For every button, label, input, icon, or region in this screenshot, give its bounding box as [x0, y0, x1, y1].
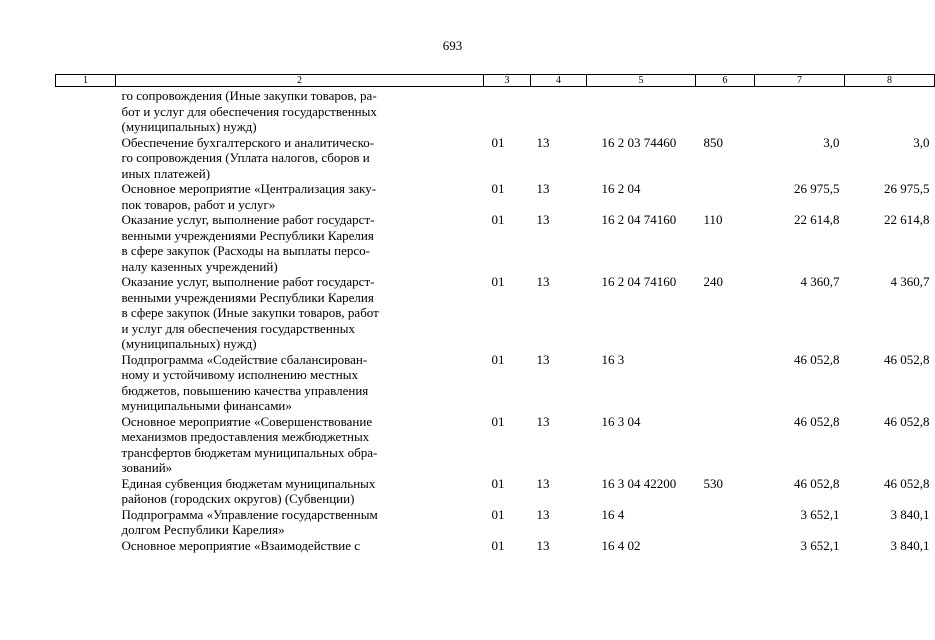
amount-year-2: 46 052,8: [884, 475, 930, 491]
amount-year-1: 46 052,8: [794, 475, 840, 491]
amount-year-1: 3 652,1: [800, 537, 840, 553]
section-code: 01: [491, 181, 505, 196]
amount-year-2: 3 840,1: [890, 506, 930, 522]
target-article-code: 16 4: [601, 506, 625, 522]
amount-year-1: 3,0: [823, 134, 840, 150]
expense-type-code: 240: [703, 274, 723, 289]
subsection-code: 13: [536, 351, 550, 367]
table-row: [56, 87, 935, 135]
column-number: 2: [116, 75, 484, 87]
subsection-code: 13: [536, 413, 550, 429]
page-number: 693: [442, 38, 463, 53]
amount-year-2: 46 052,8: [884, 351, 930, 367]
amount-year-1: 22 614,8: [794, 212, 840, 227]
subsection-code: 13: [536, 134, 550, 150]
expense-type-code: [696, 507, 755, 538]
amount-year-1: 26 975,5: [794, 181, 840, 196]
section-code: 01: [491, 351, 505, 367]
code-cell: [56, 181, 116, 212]
table-row: [56, 507, 935, 538]
expense-type-code: 110: [703, 212, 723, 227]
code-cell: [56, 352, 116, 414]
code-cell: [56, 274, 116, 352]
amount-year-2: [845, 87, 935, 135]
amount-year-2: 26 975,5: [884, 181, 930, 196]
section-code: 01: [491, 413, 505, 429]
expense-type-code: 530: [703, 475, 723, 491]
expense-type-code: [696, 538, 755, 554]
column-number: 1: [56, 75, 116, 87]
table-body: [56, 87, 935, 554]
expense-type-code: [696, 87, 755, 135]
target-article-code: 16 3: [601, 351, 625, 367]
expense-name: Основное мероприятие «Совершенствование механизмов предоставления межбюджетных трансфертов бюджетам муниципальных обра- зований»: [121, 413, 378, 475]
code-cell: [56, 414, 116, 476]
expense-name: Основное мероприятие «Взаимодействие с: [121, 537, 361, 553]
code-cell: [56, 135, 116, 182]
section-code: 01: [491, 274, 505, 289]
code-cell: [56, 507, 116, 538]
code-cell: [56, 87, 116, 135]
amount-year-2: 3,0: [913, 134, 930, 150]
column-number: 3: [484, 75, 531, 87]
column-number: 7: [755, 75, 845, 87]
target-article-code: 16 3 04 42200: [601, 475, 677, 491]
expense-type-code: [696, 352, 755, 414]
expense-name: Обеспечение бухгалтерского и аналитическо- го сопровождения (Уплата налогов, сборов и иных платежей): [121, 134, 375, 181]
expense-name: Единая субвенция бюджетам муниципальных районов (городских округов) (Субвенции): [121, 475, 376, 506]
target-article-code: 16 2 04: [601, 181, 641, 196]
table-row: [56, 181, 935, 212]
expense-type-code: [696, 181, 755, 212]
subsection-code: 13: [536, 537, 550, 553]
expense-name: го сопровождения (Иные закупки товаров, ра- бот и услуг для обеспечения государственных (муниципальных) нужд): [121, 88, 377, 134]
code-cell: [56, 476, 116, 507]
budget-table: [55, 74, 935, 553]
subsection-code: [531, 87, 587, 135]
expense-name: Подпрограмма «Управление государственным долгом Республики Карелия»: [121, 506, 378, 537]
section-code: 01: [491, 537, 505, 553]
amount-year-2: 3 840,1: [890, 537, 930, 553]
table-header: [56, 75, 935, 87]
target-article-code: 16 3 04: [601, 413, 641, 429]
target-article-code: 16 4 02: [601, 537, 641, 553]
expense-name: Оказание услуг, выполнение работ государст- венными учреждениями Республики Карелия в сфере закупок (Расходы на выплаты персо- налу казенных учреждений): [121, 212, 375, 274]
section-code: 01: [491, 506, 505, 522]
section-code: 01: [491, 134, 505, 150]
table-row: [56, 476, 935, 507]
target-article-code: 16 2 04 74160: [601, 274, 677, 289]
expense-type-code: 850: [703, 134, 723, 150]
column-number: 5: [587, 75, 696, 87]
column-number: 8: [845, 75, 935, 87]
table-row: [56, 352, 935, 414]
target-article-code: [587, 87, 696, 135]
amount-year-2: 46 052,8: [884, 413, 930, 429]
expense-name: Подпрограмма «Содействие сбалансирован- ному и устойчивому исполнению местных бюджетов, повышению качества управления муниципальными финансами»: [121, 351, 369, 413]
subsection-code: 13: [536, 274, 550, 289]
column-number-row: [56, 75, 935, 87]
amount-year-1: 4 360,7: [800, 274, 840, 289]
expense-name: Основное мероприятие «Централизация заку- пок товаров, работ и услуг»: [121, 181, 377, 212]
amount-year-1: [755, 87, 845, 135]
table-row: [56, 212, 935, 274]
column-number: 4: [531, 75, 587, 87]
table-row: [56, 538, 935, 554]
subsection-code: 13: [536, 506, 550, 522]
code-cell: [56, 538, 116, 554]
amount-year-2: 22 614,8: [884, 212, 930, 227]
amount-year-2: 4 360,7: [890, 274, 930, 289]
code-cell: [56, 212, 116, 274]
section-code: 01: [491, 212, 505, 227]
expense-type-code: [696, 414, 755, 476]
section-code: 01: [491, 475, 505, 491]
amount-year-1: 46 052,8: [794, 351, 840, 367]
table-row: [56, 414, 935, 476]
amount-year-1: 3 652,1: [800, 506, 840, 522]
target-article-code: 16 2 04 74160: [601, 212, 677, 227]
table-row: [56, 135, 935, 182]
subsection-code: 13: [536, 212, 550, 227]
subsection-code: 13: [536, 181, 550, 196]
table-row: [56, 274, 935, 352]
subsection-code: 13: [536, 475, 550, 491]
amount-year-1: 46 052,8: [794, 413, 840, 429]
target-article-code: 16 2 03 74460: [601, 134, 677, 150]
section-code: [484, 87, 531, 135]
column-number: 6: [696, 75, 755, 87]
expense-name: Оказание услуг, выполнение работ государст- венными учреждениями Республики Карелия в сфере закупок (Иные закупки товаров, работ и услуг для обеспечения государственных (муниципальных) нужд): [121, 274, 379, 351]
